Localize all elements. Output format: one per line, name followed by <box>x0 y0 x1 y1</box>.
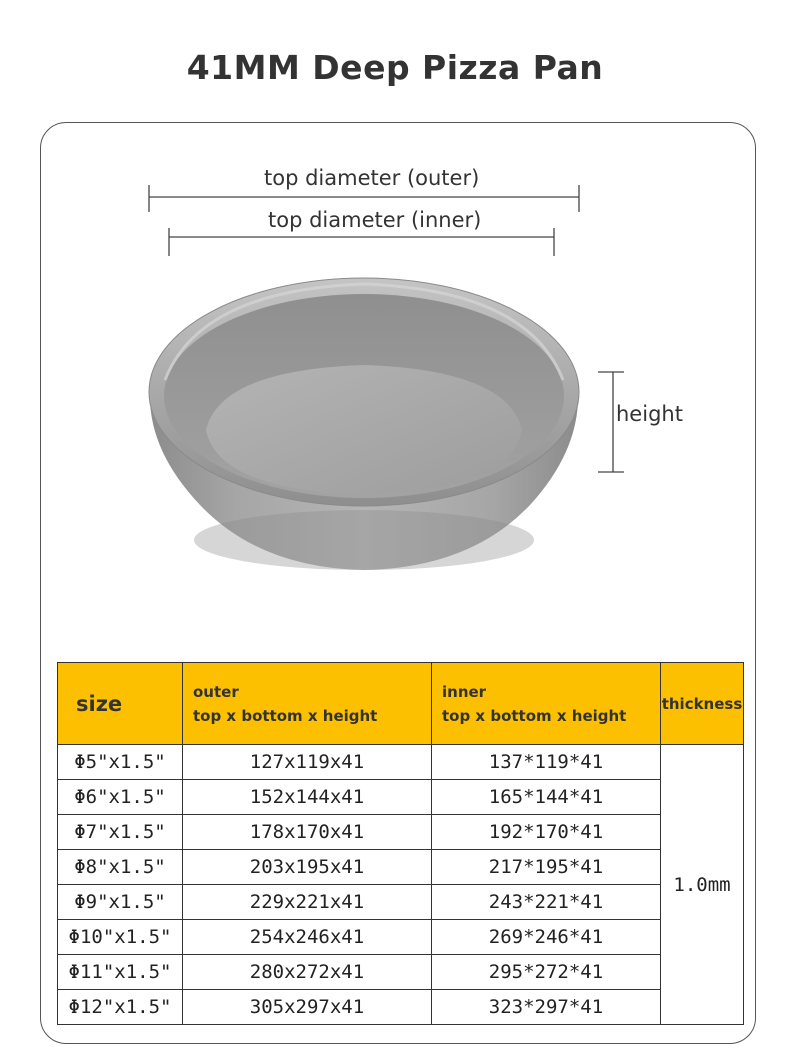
outer-header-subtitle: top x bottom x height <box>193 706 378 725</box>
size-cell: Φ9"x1.5" <box>58 885 183 920</box>
outer-cell: 203x195x41 <box>183 850 432 885</box>
inner-cell: 192*170*41 <box>432 815 661 850</box>
size-cell: Φ12"x1.5" <box>58 990 183 1025</box>
outer-cell: 280x272x41 <box>183 955 432 990</box>
size-cell: Φ10"x1.5" <box>58 920 183 955</box>
table-header-row <box>58 663 744 745</box>
table-row <box>58 885 744 920</box>
table-row <box>58 850 744 885</box>
inner-diameter-line <box>169 228 554 256</box>
inner-cell: 137*119*41 <box>432 745 661 780</box>
size-cell: Φ7"x1.5" <box>58 815 183 850</box>
page-title: 41MM Deep Pizza Pan <box>186 48 604 87</box>
table-row <box>58 780 744 815</box>
outer-cell: 127x119x41 <box>183 745 432 780</box>
inner-header <box>432 663 661 745</box>
outer-diameter-line <box>149 185 579 212</box>
inner-cell: 295*272*41 <box>432 955 661 990</box>
inner-header-title: inner <box>442 682 487 701</box>
outer-header <box>183 663 432 745</box>
inner-cell: 269*246*41 <box>432 920 661 955</box>
spec-table <box>57 662 744 1025</box>
table-row <box>58 815 744 850</box>
size-cell: Φ11"x1.5" <box>58 955 183 990</box>
thickness-header: thickness <box>661 663 744 745</box>
outer-cell: 305x297x41 <box>183 990 432 1025</box>
inner-diameter-label: top diameter (inner) <box>268 208 482 232</box>
pan-body <box>149 278 579 570</box>
outer-header-title: outer <box>193 682 239 701</box>
outer-cell: 152x144x41 <box>183 780 432 815</box>
outer-diameter-label: top diameter (outer) <box>264 166 480 190</box>
height-label: height <box>616 402 683 426</box>
inner-cell: 165*144*41 <box>432 780 661 815</box>
thickness-cell: 1.0mm <box>661 745 744 1025</box>
outer-cell: 254x246x41 <box>183 920 432 955</box>
table-row <box>58 955 744 990</box>
height-line <box>598 372 624 472</box>
size-cell: Φ5"x1.5" <box>58 745 183 780</box>
size-cell: Φ8"x1.5" <box>58 850 183 885</box>
inner-cell: 243*221*41 <box>432 885 661 920</box>
table-row <box>58 745 744 780</box>
inner-cell: 217*195*41 <box>432 850 661 885</box>
table-row <box>58 920 744 955</box>
table-row <box>58 990 744 1025</box>
outer-cell: 178x170x41 <box>183 815 432 850</box>
size-cell: Φ6"x1.5" <box>58 780 183 815</box>
size-header: size <box>58 663 183 745</box>
inner-cell: 323*297*41 <box>432 990 661 1025</box>
inner-header-subtitle: top x bottom x height <box>442 706 627 725</box>
outer-cell: 229x221x41 <box>183 885 432 920</box>
